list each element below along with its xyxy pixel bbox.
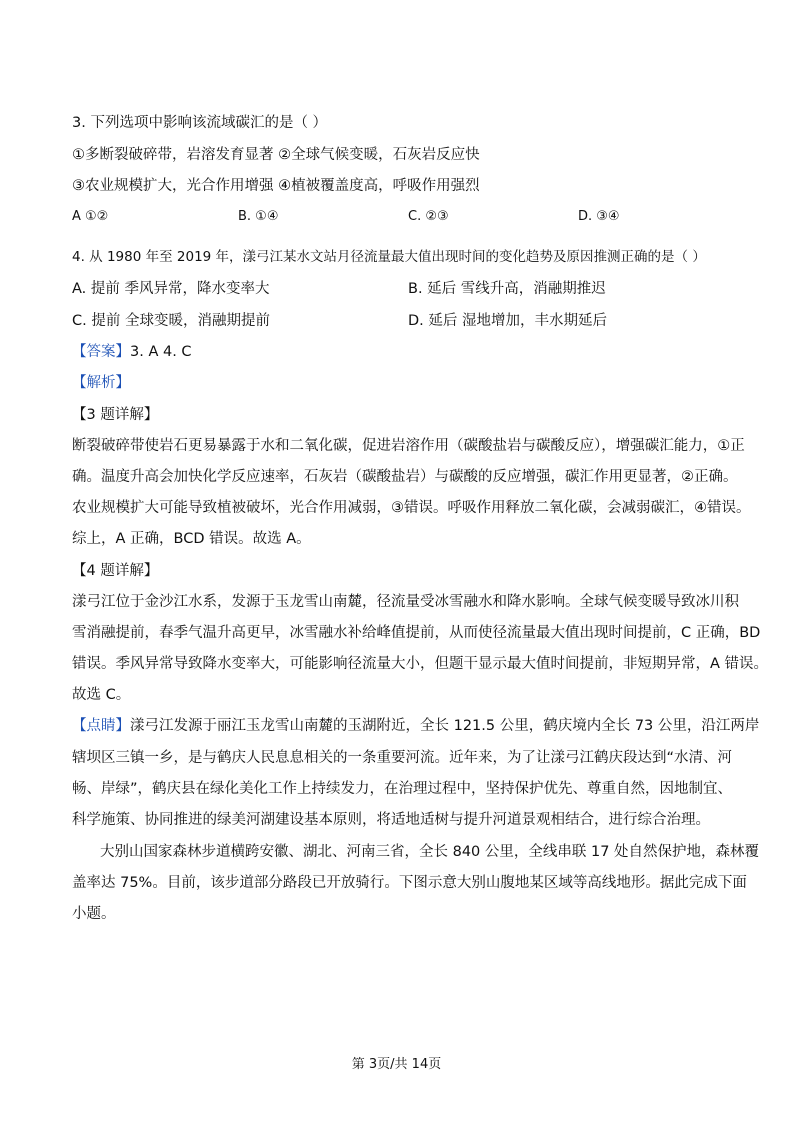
detail4-line: 错误。季风异常导致降水变率大，可能影响径流量大小，但题干显示最大值时间提前，非短期异常，A 错误。	[72, 656, 769, 672]
detail3-line: 综上，A 正确，BCD 错误。故选 A。	[72, 531, 311, 547]
q3-option-a: A ①②	[72, 209, 109, 224]
dianjing-line: 科学施策、协同推进的绿美河湖建设基本原则，将适地适树与提升河道景观相结合，进行综合治理。	[72, 812, 710, 828]
q4-option-a: A. 提前 季风异常，降水变率大	[72, 281, 270, 297]
q3-option-b: B. ①④	[238, 209, 279, 224]
page-number: 第 3页/共 14页	[351, 1057, 442, 1072]
q4-option-b: B. 延后 雪线升高，消融期推迟	[408, 281, 606, 297]
q3-stem: 3. 下列选项中影响该流域碳汇的是（ ）	[72, 115, 328, 131]
detail3-line: 农业规模扩大可能导致植被破坏，光合作用减弱，③错误。呼吸作用释放二氧化碳，会减弱碳汇，④错误。	[72, 500, 751, 516]
q3-statements-2: ③农业规模扩大，光合作用增强 ④植被覆盖度高，呼吸作用强烈	[72, 178, 480, 194]
passage-line: 小题。	[72, 906, 116, 922]
dianjing-line: 畅、岸绿”，鹤庆县在绿化美化工作上持续发力，在治理过程中，坚持保护优先、尊重自然，因地制宜、	[72, 781, 733, 797]
passage-line: 大别山国家森林步道横跨安徽、湖北、河南三省，全长 840 公里，全线串联 17 处自然保护地，森林覆	[100, 844, 760, 860]
q4-stem: 4. 从 1980 年至 2019 年，漾弓江某水文站月径流量最大值出现时间的变化趋势及原因推测正确的是（ ）	[72, 249, 706, 265]
detail4-line: 雪消融提前，春季气温升高更早，冰雪融水补给峰值提前，从而使径流量最大值出现时间提前，C 正确，BD	[72, 625, 761, 641]
passage-line: 盖率达 75%。目前，该步道部分路段已开放骑行。下图示意大别山腹地某区域等高线地形。据此完成下面	[72, 875, 747, 891]
q3-option-c: C. ②③	[408, 209, 449, 224]
dianjing-line: 辖坝区三镇一乡，是与鹤庆人民息息相关的一条重要河流。近年来，为了让漾弓江鹤庆段达到“水清、河	[72, 750, 733, 766]
answer-text: 3. A 4. C	[130, 344, 192, 360]
detail3-tag: 【3 题详解】	[72, 407, 159, 423]
dianjing-line	[72, 716, 759, 736]
q3-statements-1: ①多断裂破碎带，岩溶发育显著 ②全球气候变暖，石灰岩反应快	[72, 147, 480, 163]
analysis-tag: 【解析】	[72, 375, 130, 391]
detail3-line: 断裂破碎带使岩石更易暴露于水和二氧化碳，促进岩溶作用（碳酸盐岩与碳酸反应），增强碳汇能力，①正	[72, 438, 745, 454]
detail4-tag: 【4 题详解】	[72, 563, 159, 579]
answer-tag: 【答案】	[72, 344, 130, 360]
q4-option-d: D. 延后 湿地增加，丰水期延后	[408, 313, 607, 329]
detail4-line: 漾弓江位于金沙江水系，发源于玉龙雪山南麓，径流量受冰雪融水和降水影响。全球气候变暖导致冰川积	[72, 594, 739, 610]
detail3-line: 确。温度升高会加快化学反应速率，石灰岩（碳酸盐岩）与碳酸的反应增强，碳汇作用更显著，②正确。	[72, 469, 738, 485]
dianjing-tag: 【点睛】	[72, 718, 130, 734]
q4-option-c: C. 提前 全球变暖，消融期提前	[72, 313, 270, 329]
q3-option-d: D. ③④	[578, 209, 620, 224]
detail4-line: 故选 C。	[72, 687, 131, 703]
dianjing-first-text: 漾弓江发源于丽江玉龙雪山南麓的玉湖附近，全长 121.5 公里，鹤庆境内全长 73 公里，沿江两岸	[130, 718, 760, 734]
answer-line	[72, 342, 192, 362]
